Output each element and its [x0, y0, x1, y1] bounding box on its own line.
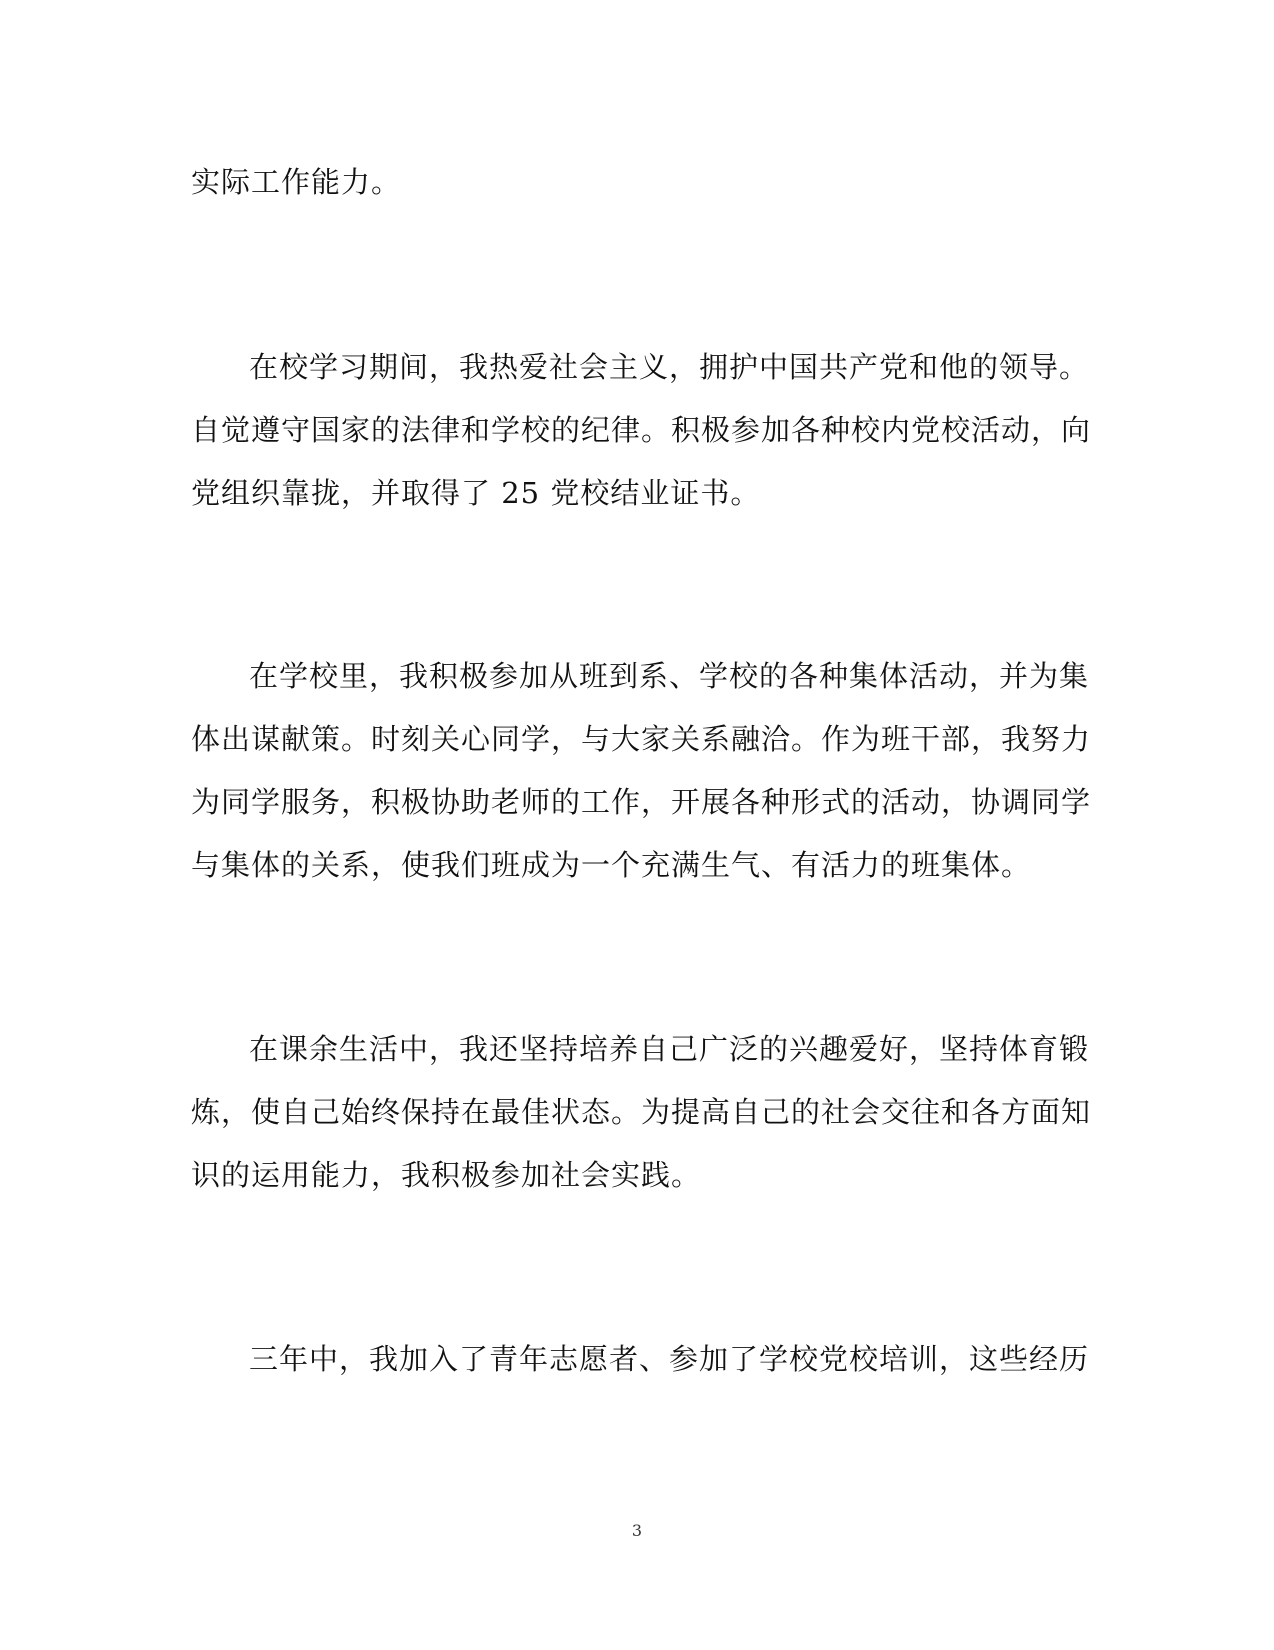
paragraph-first-line: 在学校里，我积极参加从班到系、学校的各种集体活动，并为集: [249, 659, 1090, 693]
text-line: 党组织靠拢，并取得了 25 党校结业证书。: [191, 476, 761, 510]
text-line: 为同学服务，积极协助老师的工作，开展各种形式的活动，协调同学: [191, 785, 1092, 819]
text-line: 自觉遵守国家的法律和学校的纪律。积极参加各种校内党校活动，向: [191, 413, 1092, 447]
paragraph-first-line: 三年中，我加入了青年志愿者、参加了学校党校培训，这些经历: [249, 1342, 1090, 1376]
text-line: 与集体的关系，使我们班成为一个充满生气、有活力的班集体。: [191, 848, 1032, 882]
paragraph-first-line: 在校学习期间，我热爱社会主义，拥护中国共产党和他的领导。: [249, 350, 1090, 384]
text-line: 实际工作能力。: [191, 165, 402, 199]
paragraph-first-line: 在课余生活中，我还坚持培养自己广泛的兴趣爱好，坚持体育锻: [249, 1032, 1090, 1066]
text-line: 体出谋献策。时刻关心同学，与大家关系融洽。作为班干部，我努力: [191, 722, 1092, 756]
text-line: 炼，使自己始终保持在最佳状态。为提高自己的社会交往和各方面知: [191, 1095, 1092, 1129]
page-number: 3: [631, 1521, 643, 1540]
text-line: 识的运用能力，我积极参加社会实践。: [191, 1158, 702, 1192]
